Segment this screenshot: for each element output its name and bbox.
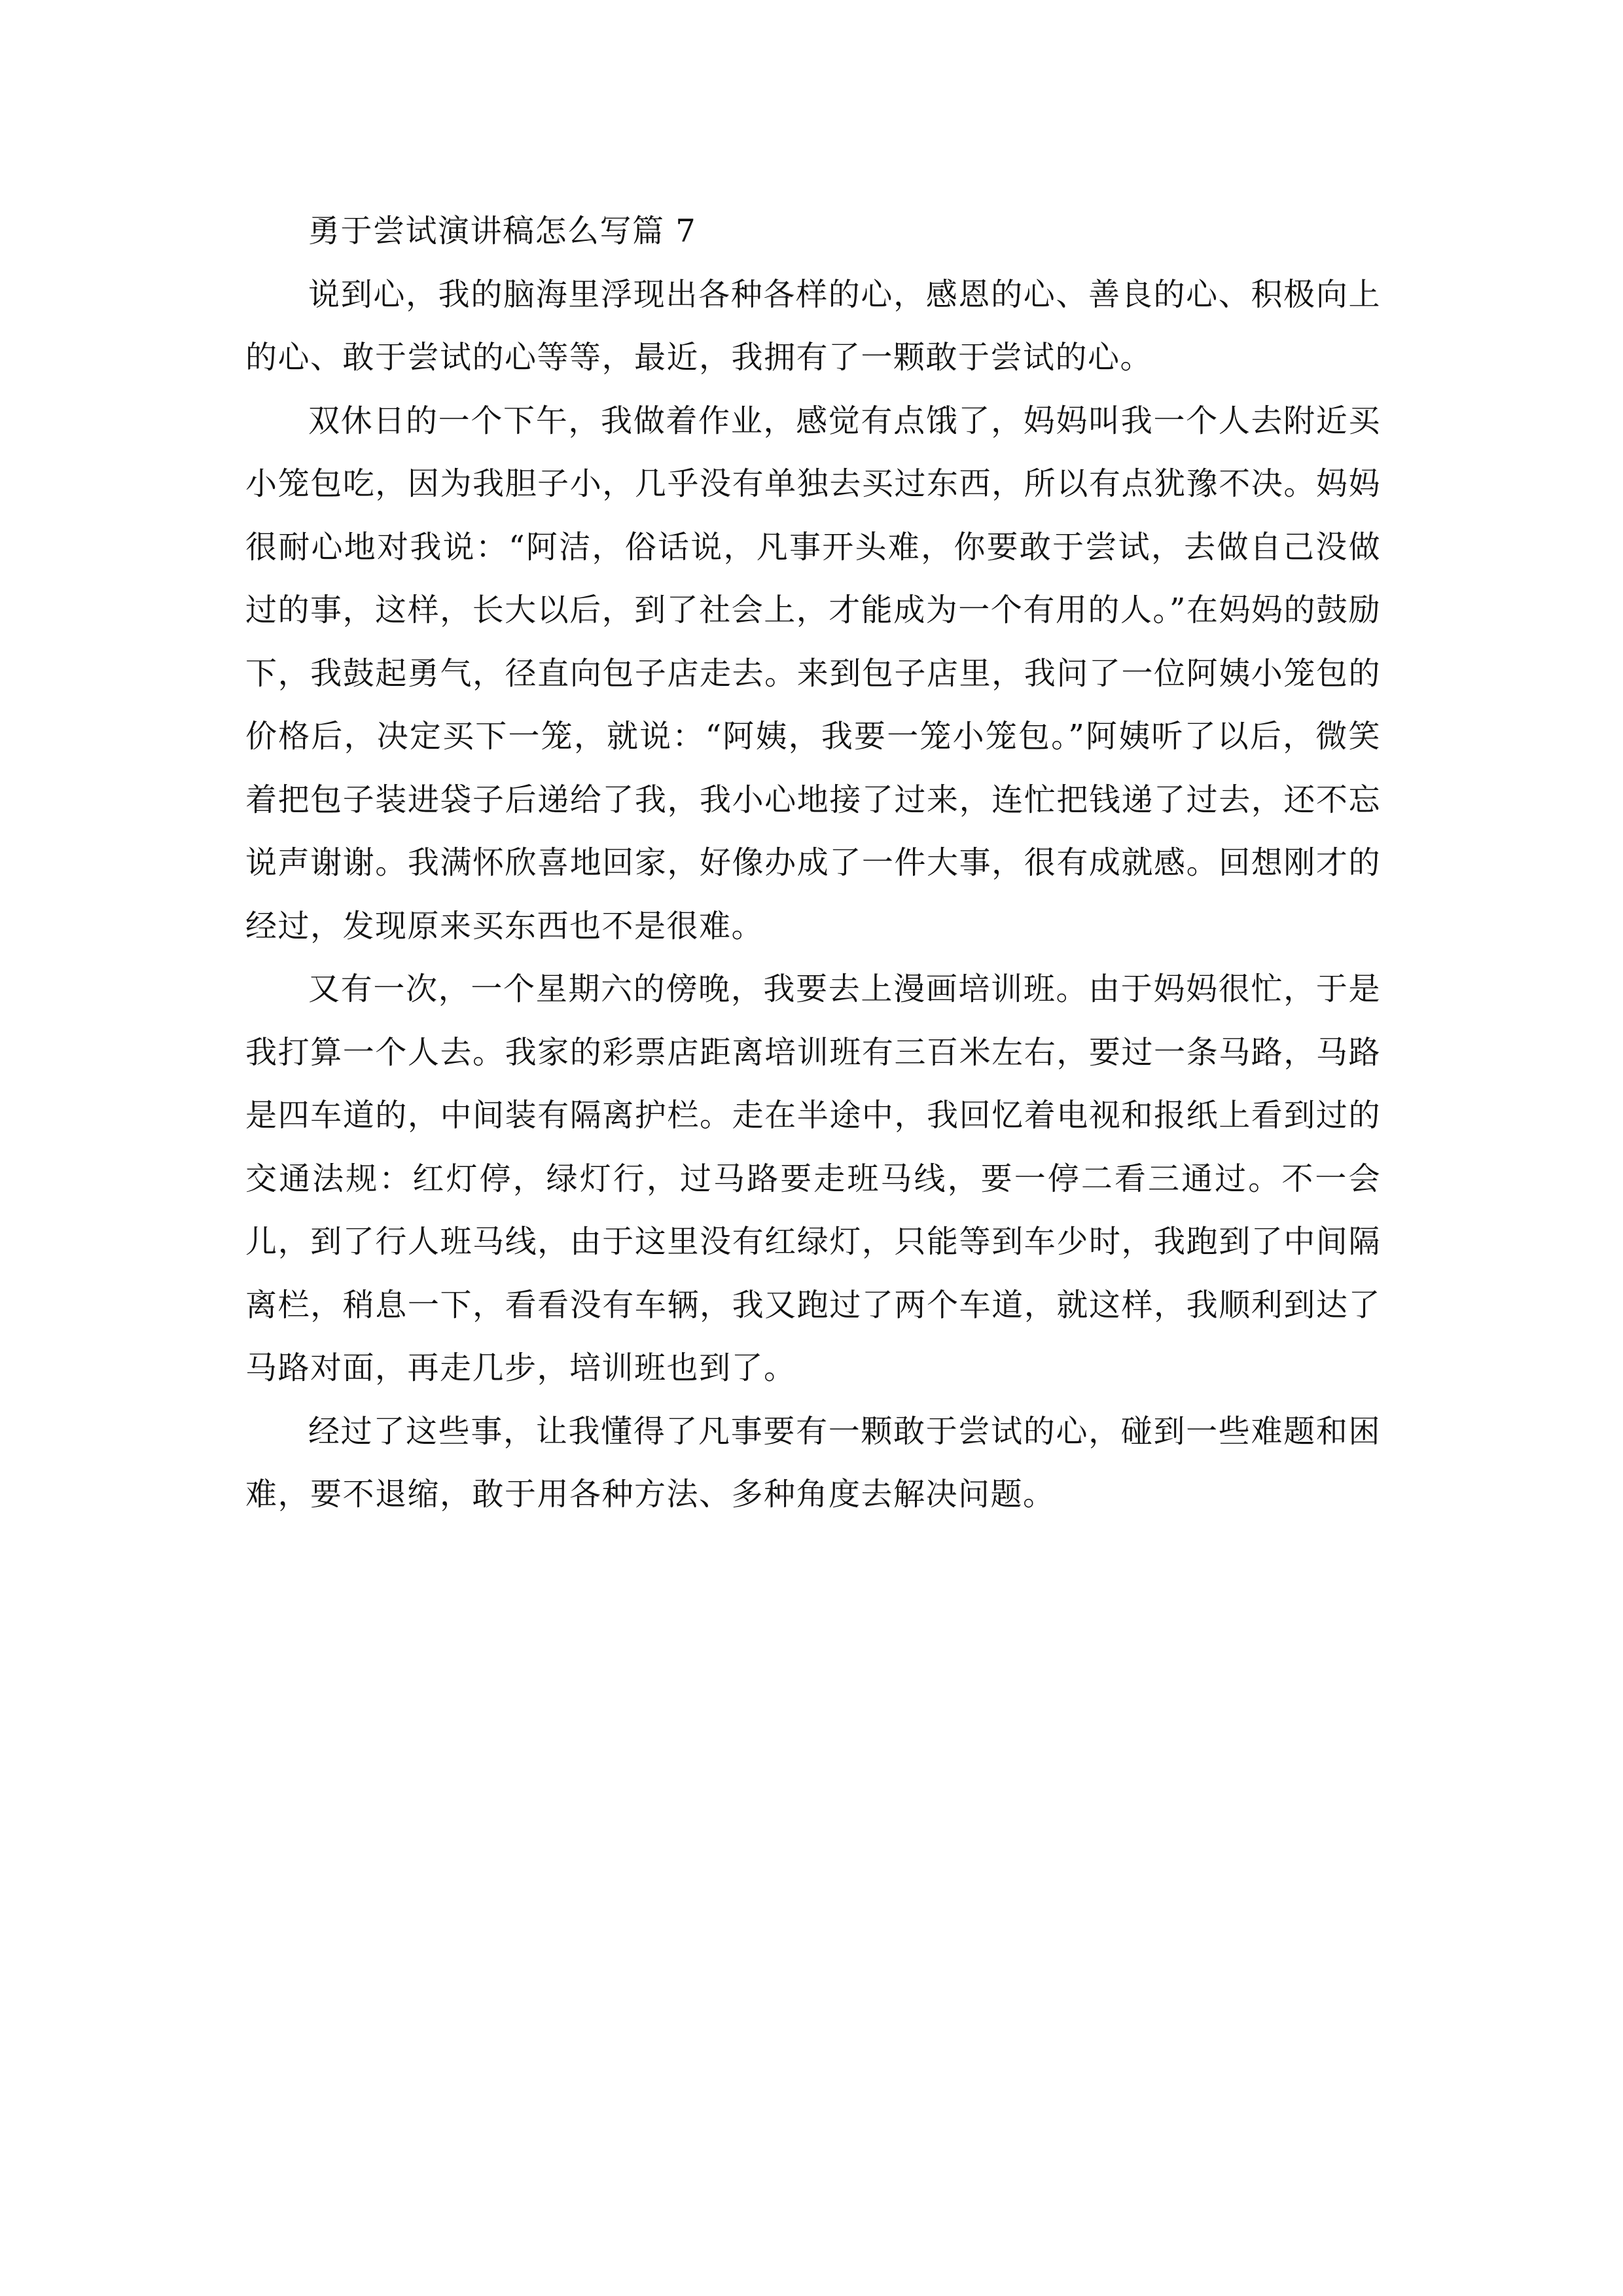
paragraph-4: 经过了这些事，让我懂得了凡事要有一颗敢于尝试的心，碰到一些难题和困难，要不退缩，敢于用各种方法、多种角度去解决问题。 bbox=[245, 1412, 1381, 1513]
paragraph-1: 说到心，我的脑海里浮现出各种各样的心，感恩的心、善良的心、积极向上的心、敢于尝试的心等等，最近，我拥有了一颗敢于尝试的心。 bbox=[245, 276, 1381, 376]
document-body bbox=[245, 200, 1381, 1526]
paragraph-3: 又有一次，一个星期六的傍晚，我要去上漫画培训班。由于妈妈很忙，于是我打算一个人去。我家的彩票店距离培训班有三百米左右，要过一条马路，马路是四车道的，中间装有隔离护栏。走在半途中，我回忆着电视和报纸上看到过的交通法规：红灯停，绿灯行，过马路要走班马线，要一停二看三通过。不一会儿，到了行人班马线，由于这里没有红绿灯，只能等到车少时，我跑到了中间隔离栏，稍息一下，看看没有车辆，我又跑过了两个车道，就这样，我顺利到达了马路对面，再走几步，培训班也到了。 bbox=[245, 971, 1381, 1386]
document-title: 勇于尝试演讲稿怎么写篇 7 bbox=[308, 213, 697, 249]
paragraph-2: 双休日的一个下午，我做着作业，感觉有点饿了，妈妈叫我一个人去附近买小笼包吃，因为我胆子小，几乎没有单独去买过东西，所以有点犹豫不决。妈妈很耐心地对我说：“阿洁，俗话说，凡事开头难，你要敢于尝试，去做自己没做过的事，这样，长大以后，到了社会上，才能成为一个有用的人。”在妈妈的鼓励下，我鼓起勇气，径直向包子店走去。来到包子店里，我问了一位阿姨小笼包的价格后，决定买下一笼，就说：“阿姨，我要一笼小笼包。”阿姨听了以后，微笑着把包子装进袋子后递给了我，我小心地接了过来，连忙把钱递了过去，还不忘说声谢谢。我满怀欣喜地回家，好像办成了一件大事，很有成就感。回想刚才的经过，发现原来买东西也不是很难。 bbox=[245, 402, 1381, 944]
